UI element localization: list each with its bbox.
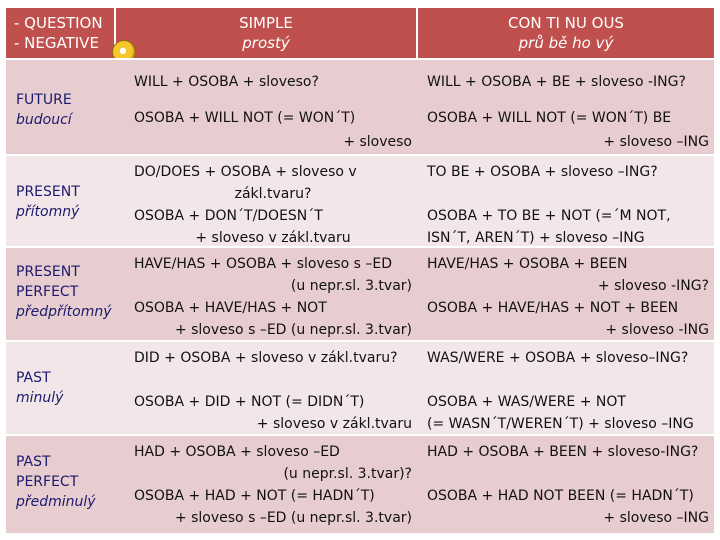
tense-name bbox=[16, 452, 96, 512]
tense-row bbox=[6, 154, 714, 246]
header-continuous-subtitle: prů bě ho vý bbox=[518, 34, 614, 52]
header-continuous-title: CON TI NU OUS bbox=[508, 14, 624, 32]
tense-name-cz: přítomný bbox=[16, 204, 80, 220]
continuous-form-line: + sloveso –ING bbox=[603, 134, 709, 150]
simple-form-line: zákl.tvaru? bbox=[234, 186, 312, 202]
tense-name-en: PRESENT bbox=[16, 264, 80, 280]
continuous-form-line: OSOBA + WILL NOT (= WON´T) BE bbox=[427, 110, 672, 126]
tense-row bbox=[6, 340, 714, 434]
tense-name-cz: předminulý bbox=[16, 494, 96, 510]
simple-form-line: + sloveso v zákl.tvaru bbox=[256, 416, 412, 432]
simple-form-line: HAVE/HAS + OSOBA + sloveso s –ED bbox=[134, 256, 393, 272]
simple-form-line: + sloveso v zákl.tvaru bbox=[195, 230, 351, 246]
header-col-question-negative bbox=[6, 8, 114, 58]
header-simple-title: SIMPLE bbox=[239, 14, 293, 32]
continuous-form-line: + sloveso –ING bbox=[603, 510, 709, 526]
continuous-form-line: HAVE/HAS + OSOBA + BEEN bbox=[427, 256, 628, 272]
tense-row bbox=[6, 246, 714, 340]
tense-name-en: FUTURE bbox=[16, 92, 72, 108]
simple-form-line: + sloveso s –ED (u nepr.sl. 3.tvar) bbox=[174, 322, 412, 338]
tense-name-en: PERFECT bbox=[16, 474, 79, 490]
continuous-form-line: ISN´T, AREN´T) + sloveso –ING bbox=[427, 230, 645, 246]
tense-row bbox=[6, 58, 714, 154]
continuous-form-line: WAS/WERE + OSOBA + sloveso–ING? bbox=[427, 350, 689, 366]
tense-name bbox=[16, 182, 80, 222]
continuous-form-line: OSOBA + WAS/WERE + NOT bbox=[427, 394, 626, 410]
simple-form-line: OSOBA + DON´T/DOESN´T bbox=[134, 208, 323, 224]
tense-name-cz: předpřítomný bbox=[16, 304, 112, 320]
header-col-continuous bbox=[418, 8, 714, 58]
tense-name-en: PAST bbox=[16, 454, 51, 470]
header-col-simple bbox=[116, 8, 416, 58]
tense-name bbox=[16, 262, 112, 322]
simple-form-line: + sloveso s –ED (u nepr.sl. 3.tvar) bbox=[174, 510, 412, 526]
tense-name-en: PRESENT bbox=[16, 184, 80, 200]
continuous-form-line: OSOBA + HAD NOT BEEN (= HADN´T) bbox=[427, 488, 694, 504]
simple-form-line: HAD + OSOBA + sloveso –ED bbox=[134, 444, 340, 460]
tense-name bbox=[16, 368, 63, 408]
simple-form-line: DO/DOES + OSOBA + sloveso v bbox=[134, 164, 357, 180]
simple-form-line: OSOBA + WILL NOT (= WON´T) bbox=[134, 110, 356, 126]
simple-form-line: (u nepr.sl. 3.tvar) bbox=[290, 278, 412, 294]
tense-name bbox=[16, 90, 72, 130]
continuous-form-line: OSOBA + HAVE/HAS + NOT + BEEN bbox=[427, 300, 679, 316]
header-question-label: - QUESTION bbox=[14, 14, 103, 32]
continuous-form-line: + sloveso -ING? bbox=[597, 278, 709, 294]
continuous-form-line: HAD + OSOBA + BEEN + sloveso-ING? bbox=[427, 444, 699, 460]
simple-form-line: DID + OSOBA + sloveso v zákl.tvaru? bbox=[134, 350, 398, 366]
continuous-form-line: WILL + OSOBA + BE + sloveso -ING? bbox=[427, 74, 686, 90]
continuous-form-line: OSOBA + TO BE + NOT (=´M NOT, bbox=[427, 208, 671, 224]
continuous-form-line: + sloveso -ING bbox=[605, 322, 709, 338]
tense-row bbox=[6, 434, 714, 533]
tense-name-cz: budoucí bbox=[16, 112, 72, 128]
simple-form-line: (u nepr.sl. 3.tvar)? bbox=[283, 466, 412, 482]
simple-form-line: OSOBA + HAVE/HAS + NOT bbox=[134, 300, 327, 316]
simple-form-line: OSOBA + HAD + NOT (= HADN´T) bbox=[134, 488, 375, 504]
simple-form-line: + sloveso bbox=[343, 134, 412, 150]
continuous-form-line: (= WASN´T/WEREN´T) + sloveso –ING bbox=[427, 416, 694, 432]
tense-name-cz: minulý bbox=[16, 390, 64, 406]
tense-name-en: PERFECT bbox=[16, 284, 79, 300]
header-negative-label: - NEGATIVE bbox=[14, 34, 99, 52]
tense-name-en: PAST bbox=[16, 370, 51, 386]
simple-form-line: WILL + OSOBA + sloveso? bbox=[134, 74, 319, 90]
header-simple-subtitle: prostý bbox=[242, 34, 290, 52]
simple-form-line: OSOBA + DID + NOT (= DIDN´T) bbox=[134, 394, 365, 410]
continuous-form-line: TO BE + OSOBA + sloveso –ING? bbox=[427, 164, 658, 180]
